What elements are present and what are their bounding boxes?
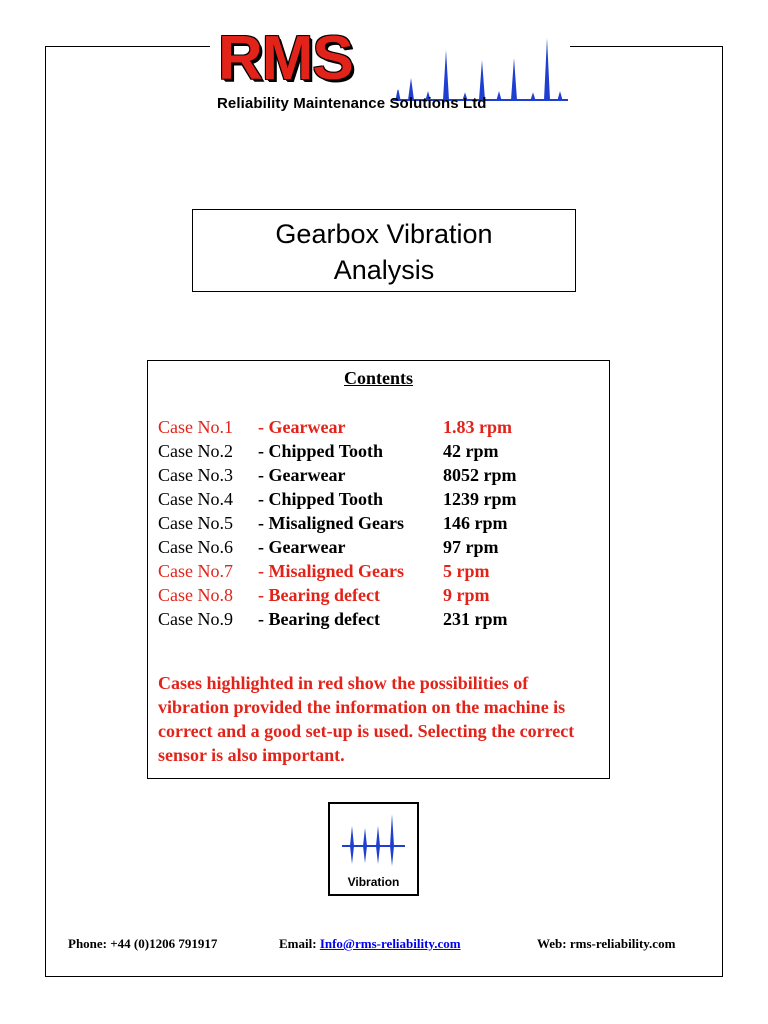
case-row xyxy=(158,487,598,511)
case-row xyxy=(158,415,598,439)
case-rpm: 231 rpm xyxy=(443,609,508,629)
case-number: Case No.1 xyxy=(158,417,233,437)
case-number: Case No.4 xyxy=(158,489,233,509)
case-row xyxy=(158,511,598,535)
vibration-badge xyxy=(328,802,419,896)
case-number: Case No.7 xyxy=(158,561,233,581)
case-description: - Chipped Tooth xyxy=(258,489,384,509)
email-link[interactable]: Info@rms-reliability.com xyxy=(319,936,461,951)
footer-web: Web: rms-reliability.com xyxy=(537,936,676,951)
logo-brand-text: RMS xyxy=(218,24,353,93)
case-row xyxy=(158,559,598,583)
case-rpm: 1.83 rpm xyxy=(443,417,512,437)
case-number: Case No.5 xyxy=(158,513,233,533)
case-description: - Gearwear xyxy=(258,537,346,557)
case-description: - Misaligned Gears xyxy=(258,513,404,533)
case-rpm: 97 rpm xyxy=(443,537,499,557)
footer-email-label: Email: xyxy=(279,936,317,951)
case-rpm: 1239 rpm xyxy=(443,489,517,509)
case-description: - Gearwear xyxy=(258,465,346,485)
case-description: - Bearing defect xyxy=(258,609,380,629)
page-title-line2: Analysis xyxy=(333,255,435,285)
case-row xyxy=(158,439,598,463)
footer-email xyxy=(279,936,461,952)
case-rpm: 5 rpm xyxy=(443,561,490,581)
contents-heading: Contents xyxy=(343,368,413,388)
case-rpm: 9 rpm xyxy=(443,585,490,605)
case-rpm: 8052 rpm xyxy=(443,465,517,485)
case-number: Case No.9 xyxy=(158,609,233,629)
case-description: - Chipped Tooth xyxy=(258,441,384,461)
vibration-label: Vibration xyxy=(347,875,400,889)
contents-box xyxy=(147,360,610,779)
case-number: Case No.6 xyxy=(158,537,233,557)
title-box xyxy=(192,209,576,292)
case-row xyxy=(158,607,598,631)
case-rpm: 42 rpm xyxy=(443,441,499,461)
case-description: - Bearing defect xyxy=(258,585,380,605)
company-logo xyxy=(210,24,570,122)
highlight-note: Cases highlighted in red show the possibilities of vibration provided the information on the machine is correct and a good set-up is used. Selecting the correct sensor is also important. xyxy=(158,673,575,765)
page-title-line1: Gearbox Vibration xyxy=(275,219,493,249)
case-rpm: 146 rpm xyxy=(443,513,508,533)
case-number: Case No.2 xyxy=(158,441,233,461)
footer-phone: Phone: +44 (0)1206 791917 xyxy=(68,936,218,951)
case-description: - Misaligned Gears xyxy=(258,561,404,581)
logo-company-name: Reliability Maintenance Solutions Ltd xyxy=(217,95,487,112)
case-number: Case No.3 xyxy=(158,465,233,485)
case-number: Case No.8 xyxy=(158,585,233,605)
case-row xyxy=(158,583,598,607)
case-description: - Gearwear xyxy=(258,417,346,437)
case-row xyxy=(158,463,598,487)
case-row xyxy=(158,535,598,559)
vibration-waveform-icon xyxy=(330,808,417,870)
